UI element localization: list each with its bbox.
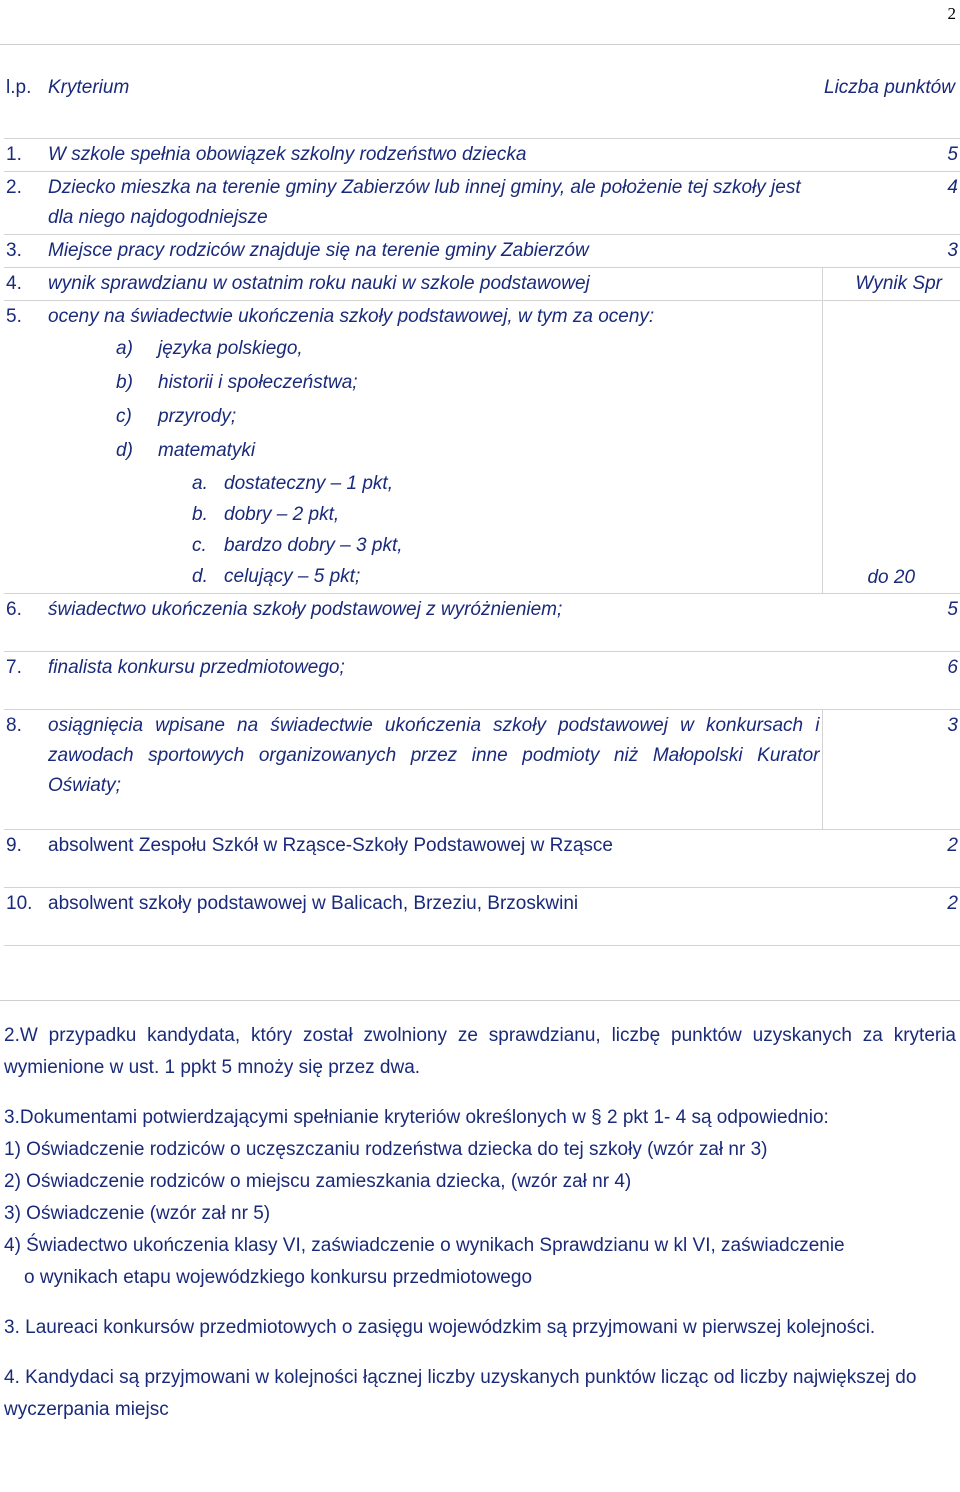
spacer	[4, 1344, 956, 1362]
note-2: 2.W przypadku kandydata, który został zwolniony ze sprawdzianu, liczbę punktów uzyskanych za kryteria wymienione w ust. 1 ppkt 5 mnoży się przez dwa.	[4, 1025, 956, 1078]
spacer	[4, 1294, 956, 1312]
item-letter: a.	[192, 472, 208, 494]
section-divider	[0, 1000, 960, 1001]
item-letter: d.	[192, 565, 208, 587]
row-lp: 3.	[4, 234, 46, 267]
row-lp: 10.	[4, 887, 46, 945]
item-letter: a)	[116, 337, 133, 359]
row-lp: 2.	[4, 171, 46, 234]
note-3-item: 2) Oświadczenie rodziców o miejscu zamieszkania dziecka, (wzór zał nr 4)	[4, 1171, 632, 1192]
row-points: Wynik Spr	[822, 267, 960, 300]
row-points: 5	[822, 593, 960, 651]
row-points: 2	[822, 829, 960, 887]
grade-list	[48, 468, 820, 592]
note-3-item: 3) Oświadczenie (wzór zał nr 5)	[4, 1203, 271, 1224]
row-criterion: osiągnięcia wpisane na świadectwie ukończenia szkoły podstawowej w konkursach i zawodach sportowych organizowanych przez inne podmioty niż Małopolski Kurator Oświaty;	[46, 709, 822, 829]
note-3-item-continuation: o wynikach etapu wojewódzkiego konkursu przedmiotowego	[24, 1267, 533, 1288]
subject-list	[48, 332, 820, 468]
notes-section	[4, 1020, 956, 1426]
item-letter: b)	[116, 371, 133, 393]
row-lp: 8.	[4, 709, 46, 829]
row-points: 5	[822, 138, 960, 171]
row-criterion: wynik sprawdzianu w ostatnim roku nauki w szkole podstawowej	[46, 267, 822, 300]
row-points: 2	[822, 887, 960, 945]
table-header	[4, 72, 960, 138]
table-row	[4, 234, 960, 267]
row-lp: 7.	[4, 651, 46, 709]
list-item	[192, 499, 820, 530]
item-text: matematyki	[158, 439, 256, 461]
row-points: 3	[822, 709, 960, 829]
table-row	[4, 300, 960, 593]
row-points: do 20	[822, 300, 960, 593]
row-lp: 5.	[4, 300, 46, 593]
table-row	[4, 829, 960, 887]
item-letter: c)	[116, 405, 132, 427]
list-item	[192, 561, 820, 592]
row-points: 4	[822, 171, 960, 234]
note-3b: 3. Laureaci konkursów przedmiotowych o zasięgu wojewódzkim są przyjmowani w pierwszej kolejności.	[4, 1317, 876, 1338]
row-points: 3	[822, 234, 960, 267]
item-text: historii i społeczeństwa;	[158, 371, 358, 393]
row-criterion: absolwent szkoły podstawowej w Balicach, Brzeziu, Brzoskwini	[46, 887, 822, 945]
table-row	[4, 138, 960, 171]
note-3-item: 4) Świadectwo ukończenia klasy VI, zaświadczenie o wynikach Sprawdzianu w kl VI, zaświadczenie	[4, 1235, 845, 1256]
row-criterion: finalista konkursu przedmiotowego;	[46, 651, 822, 709]
item-letter: c.	[192, 534, 207, 556]
note-3-intro: 3.Dokumentami potwierdzającymi spełnianie kryteriów określonych w § 2 pkt 1- 4 są odpowiednio:	[4, 1107, 829, 1128]
criteria-table	[4, 72, 960, 946]
row-criterion: Dziecko mieszka na terenie gminy Zabierzów lub innej gminy, ale położenie tej szkoły jest dla niego najdogodniejsze	[46, 171, 822, 234]
note-3-item: 1) Oświadczenie rodziców o uczęszczaniu rodzeństwa dziecka do tej szkoły (wzór zał nr 3)	[4, 1139, 768, 1160]
table-row	[4, 171, 960, 234]
header-lp: l.p.	[4, 72, 46, 138]
note-4: 4. Kandydaci są przyjmowani w kolejności łącznej liczby uzyskanych punktów licząc od liczby największej do wyczerpania miejsc	[4, 1367, 917, 1420]
table-row	[4, 651, 960, 709]
list-item	[116, 400, 820, 434]
spacer	[4, 1084, 956, 1102]
item-text: dostateczny – 1 pkt,	[224, 472, 393, 494]
row-criterion: świadectwo ukończenia szkoły podstawowej z wyróżnieniem;	[46, 593, 822, 651]
row-criterion: absolwent Zespołu Szkół w Rząsce-Szkoły Podstawowej w Rząsce	[46, 829, 822, 887]
list-item	[192, 530, 820, 561]
header-points: Liczba punktów	[822, 72, 960, 138]
item-text: celujący – 5 pkt;	[224, 565, 361, 587]
row-points: 6	[822, 651, 960, 709]
row-criterion	[46, 300, 822, 593]
row-lp: 6.	[4, 593, 46, 651]
row-criterion: Miejsce pracy rodziców znajduje się na terenie gminy Zabierzów	[46, 234, 822, 267]
list-item	[116, 332, 820, 366]
row-lp: 1.	[4, 138, 46, 171]
list-item	[116, 434, 820, 468]
item-text: dobry – 2 pkt,	[224, 503, 340, 525]
table-row	[4, 709, 960, 829]
table-row	[4, 267, 960, 300]
item-text: języka polskiego,	[158, 337, 303, 359]
header-criterion: Kryterium	[46, 72, 822, 138]
list-item	[116, 366, 820, 400]
header-divider	[0, 44, 960, 45]
item-text: bardzo dobry – 3 pkt,	[224, 534, 403, 556]
table-row	[4, 887, 960, 945]
item-letter: b.	[192, 503, 208, 525]
row-lp: 4.	[4, 267, 46, 300]
list-item	[192, 468, 820, 499]
item-text: przyrody;	[158, 405, 237, 427]
row-lp: 9.	[4, 829, 46, 887]
table-row	[4, 593, 960, 651]
grades-intro: oceny na świadectwie ukończenia szkoły podstawowej, w tym za oceny:	[48, 305, 655, 327]
page-number: 2	[947, 4, 956, 23]
row-criterion: W szkole spełnia obowiązek szkolny rodzeństwo dziecka	[46, 138, 822, 171]
item-letter: d)	[116, 439, 133, 461]
